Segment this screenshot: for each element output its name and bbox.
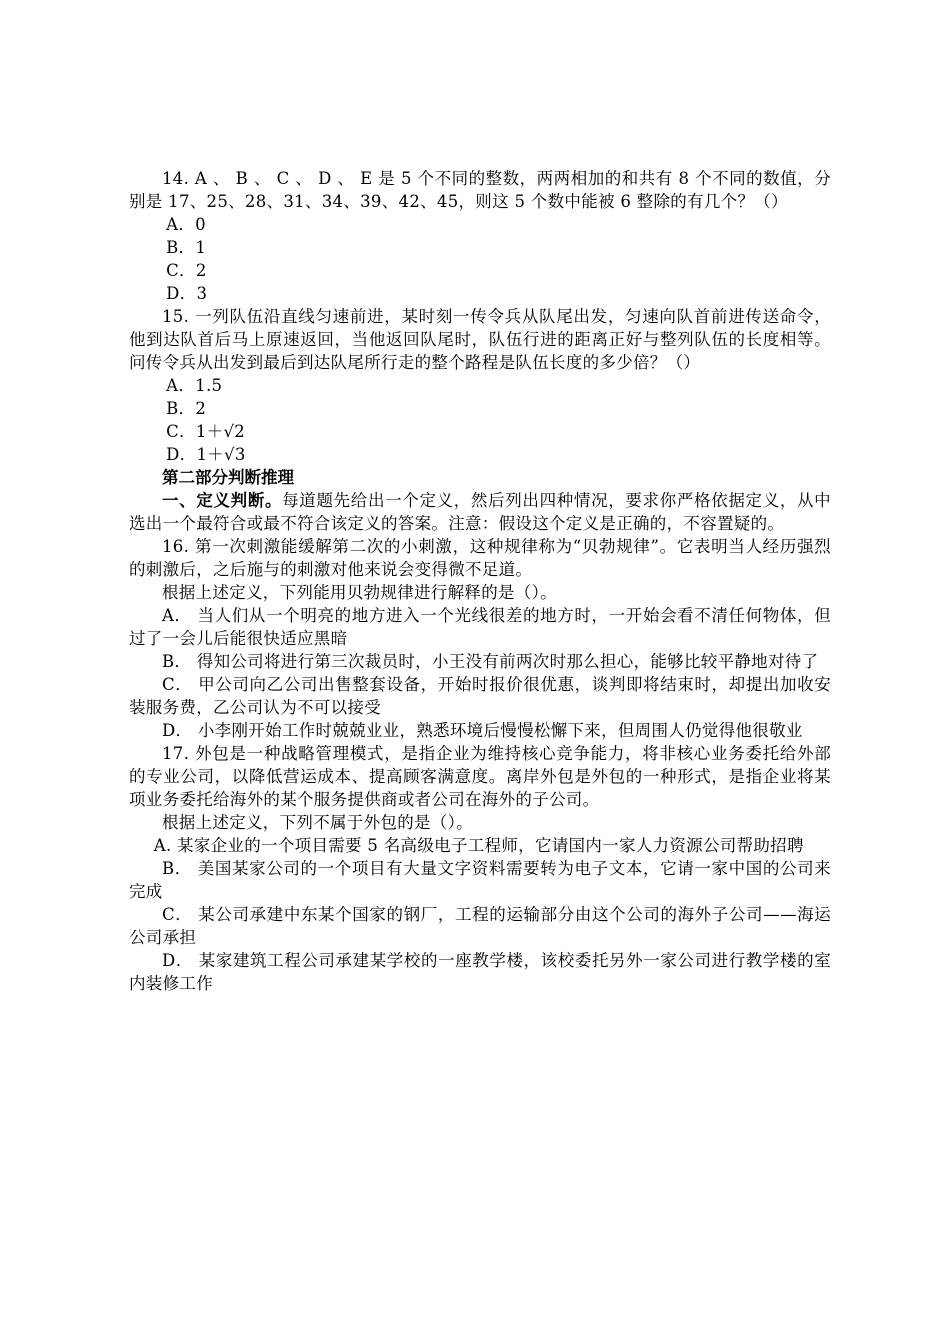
section-definition-intro <box>129 489 831 535</box>
question-16-option-a: A． 当人们从一个明亮的地方进入一个光线很差的地方时，一开始会看不清任何物体，但过了一会儿后能很快适应黑暗 <box>129 606 831 648</box>
question-14-option-d: D．3 <box>166 284 208 303</box>
question-17-prompt: 根据上述定义，下列不属于外包的是（）。 <box>162 813 473 832</box>
question-14-stem: 14. A 、 B 、 C 、 D 、 E 是 5 个不同的整数，两两相加的和共有 8 个不同的数值，分别是 17、25、28、31、34、39、42、45，则这 5 个数中能被 6 整除的有几个？（） <box>129 169 831 211</box>
question-15-option-d: D．1＋√3 <box>166 445 246 464</box>
part-two-title: 第二部分判断推理 <box>162 468 294 487</box>
section-definition-text: 每道题先给出一个定义，然后列出四种情况，要求你严格依据定义，从中选出一个最符合或最不符合该定义的答案。注意：假设这个定义是正确的，不容置疑的。 <box>129 491 831 533</box>
question-15-stem: 15. 一列队伍沿直线匀速前进，某时刻一传令兵从队尾出发，匀速向队首前进传送命令，他到达队首后马上原速返回，当他返回队尾时，队伍行进的距离正好与整列队伍的长度相等。问传令兵从出发到最后到达队尾所行走的整个路程是队伍长度的多少倍？（） <box>129 307 831 372</box>
question-17-option-d: D． 某家建筑工程公司承建某学校的一座教学楼，该校委托另外一家公司进行教学楼的室内装修工作 <box>129 951 831 993</box>
question-14-option-c: C．2 <box>166 261 207 280</box>
section-definition-label: 一、定义判断。 <box>162 491 283 510</box>
question-17-option-a: A. 某家企业的一个项目需要 5 名高级电子工程师，它请国内一家人力资源公司帮助招聘 <box>153 836 804 855</box>
question-14-option-b: B．1 <box>166 238 207 257</box>
question-16-stem: 16. 第一次刺激能缓解第二次的小刺激，这种规律称为“贝勃规律”。它表明当人经历强烈的刺激后，之后施与的刺激对他来说会变得微不足道。 <box>129 537 831 579</box>
question-15-option-b: B．2 <box>166 399 207 418</box>
question-16-prompt: 根据上述定义，下列能用贝勃规律进行解释的是（）。 <box>162 583 557 602</box>
question-15-option-c: C．1＋√2 <box>166 422 246 441</box>
question-16-option-c: C． 甲公司向乙公司出售整套设备，开始时报价很优惠，谈判即将结束时，却提出加收安装服务费，乙公司认为不可以接受 <box>129 675 831 717</box>
question-14-option-a: A．0 <box>166 215 206 234</box>
question-16-option-d: D． 小李刚开始工作时兢兢业业，熟悉环境后慢慢松懈下来，但周围人仍觉得他很敬业 <box>162 721 803 740</box>
document-page <box>129 167 831 995</box>
question-17-option-c: C． 某公司承建中东某个国家的钢厂，工程的运输部分由这个公司的海外子公司——海运公司承担 <box>129 905 831 947</box>
question-17-stem: 17. 外包是一种战略管理模式，是指企业为维持核心竞争能力，将非核心业务委托给外部的专业公司，以降低营运成本、提高顾客满意度。离岸外包是外包的一种形式，是指企业将某项业务委托给海外的某个服务提供商或者公司在海外的子公司。 <box>129 744 831 809</box>
question-16-option-b: B． 得知公司将进行第三次裁员时，小王没有前两次时那么担心，能够比较平静地对待了 <box>162 652 819 671</box>
question-17-option-b: B． 美国某家公司的一个项目有大量文字资料需要转为电子文本，它请一家中国的公司来完成 <box>129 859 831 901</box>
question-15-option-a: A．1.5 <box>166 376 223 395</box>
